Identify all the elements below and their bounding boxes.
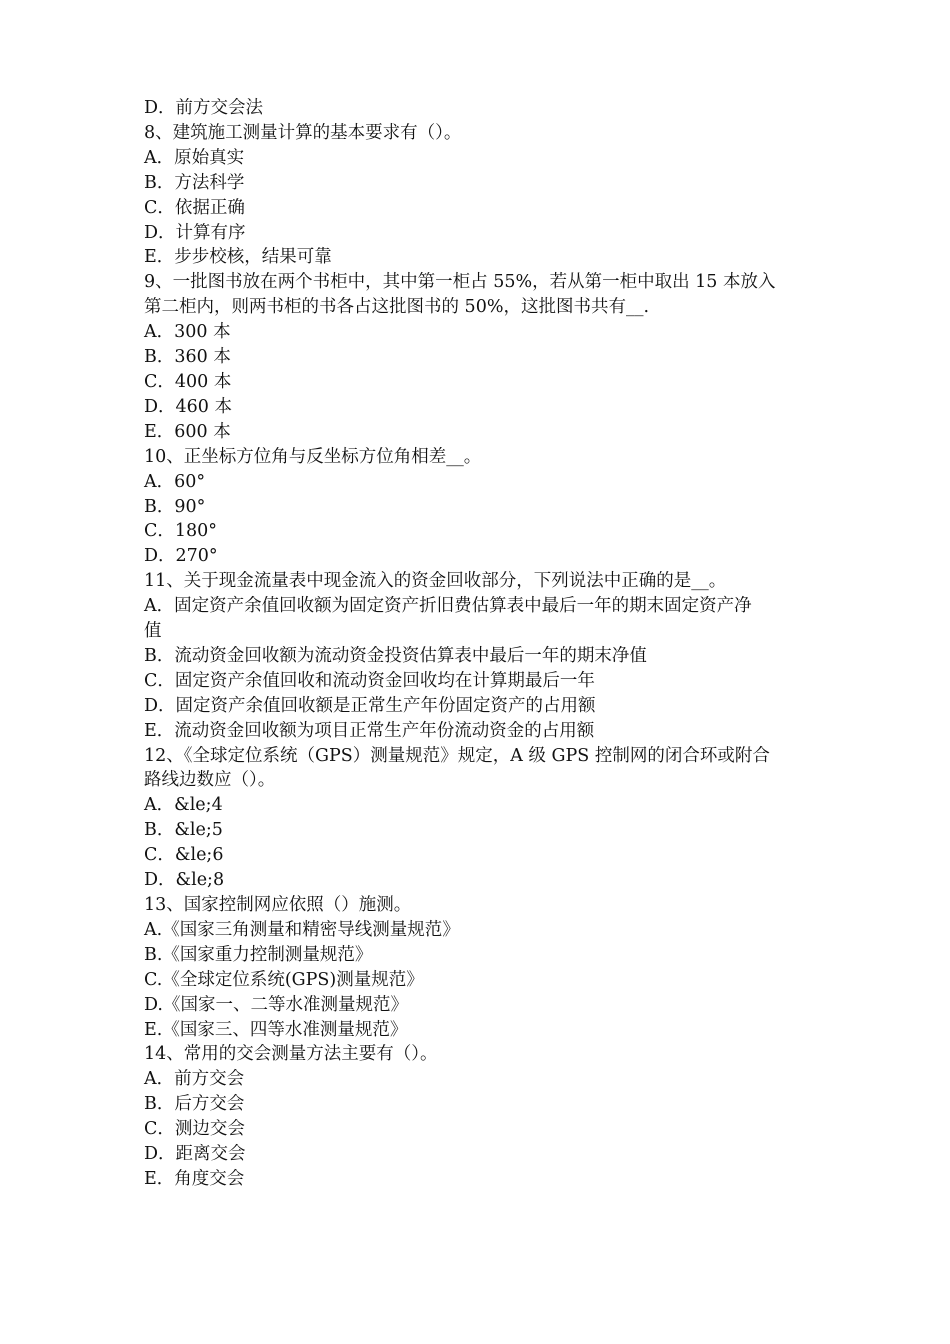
text-line: C．400 本 bbox=[144, 371, 232, 392]
text-line: C．固定资产余值回收和流动资金回收均在计算期最后一年 bbox=[144, 670, 595, 691]
document-body bbox=[144, 96, 808, 1192]
text-line: D．距离交会 bbox=[144, 1144, 246, 1165]
text-line: 9、一批图书放在两个书柜中，其中第一柜占 55%，若从第一柜中取出 15 本放入 bbox=[144, 272, 776, 293]
text-line: E．步步校核，结果可靠 bbox=[144, 247, 332, 268]
text-line: B．流动资金回收额为流动资金投资估算表中最后一年的期末净值 bbox=[144, 645, 647, 666]
text-line: D．前方交会法 bbox=[144, 98, 264, 118]
text-line: B．90° bbox=[144, 496, 206, 517]
text-line: D．固定资产余值回收额是正常生产年份固定资产的占用额 bbox=[144, 695, 596, 716]
text-line: C．测边交会 bbox=[144, 1119, 245, 1140]
text-line: 第二柜内，则两书柜的书各占这批图书的 50%，这批图书共有__. bbox=[144, 297, 650, 318]
text-line: C．&le;6 bbox=[144, 845, 224, 866]
text-line: D.《国家一、二等水准测量规范》 bbox=[144, 994, 408, 1015]
text-line: C.《全球定位系统(GPS)测量规范》 bbox=[144, 969, 424, 990]
text-line: 值 bbox=[144, 621, 162, 642]
text-line: 路线边数应（）。 bbox=[144, 770, 276, 791]
text-line: C．180° bbox=[144, 521, 218, 542]
text-line: 12、《全球定位系统（GPS）测量规范》规定，A 级 GPS 控制网的闭合环或附合 bbox=[144, 745, 770, 766]
text-line: A．固定资产余值回收额为固定资产折旧费估算表中最后一年的期末固定资产净 bbox=[144, 596, 752, 617]
text-line: B．方法科学 bbox=[144, 172, 245, 193]
text-line: E.《国家三、四等水准测量规范》 bbox=[144, 1019, 408, 1040]
text-line: B.《国家重力控制测量规范》 bbox=[144, 944, 373, 965]
text-line: 11、关于现金流量表中现金流入的资金回收部分，下列说法中正确的是__。 bbox=[144, 571, 727, 592]
text-line: B．&le;5 bbox=[144, 820, 223, 841]
text-line: 10、正坐标方位角与反坐标方位角相差__。 bbox=[144, 446, 482, 467]
text-line: C．依据正确 bbox=[144, 197, 245, 218]
text-line: B．后方交会 bbox=[144, 1094, 245, 1115]
text-line: A.《国家三角测量和精密导线测量规范》 bbox=[144, 919, 460, 940]
text-line: D．&le;8 bbox=[144, 870, 225, 891]
text-line: A．300 本 bbox=[144, 322, 231, 343]
text-line: D．270° bbox=[144, 546, 218, 567]
text-line: A．前方交会 bbox=[144, 1069, 245, 1090]
text-line: D．460 本 bbox=[144, 396, 232, 417]
text-line: 8、建筑施工测量计算的基本要求有（）。 bbox=[144, 122, 462, 143]
text-line: E．600 本 bbox=[144, 421, 231, 442]
text-line: B．360 本 bbox=[144, 347, 231, 368]
text-line: 14、常用的交会测量方法主要有（）。 bbox=[144, 1044, 438, 1065]
text-line: A．原始真实 bbox=[144, 147, 245, 168]
text-line: A．60° bbox=[144, 471, 206, 492]
text-line: D．计算有序 bbox=[144, 222, 246, 243]
text-line: E．流动资金回收额为项目正常生产年份流动资金的占用额 bbox=[144, 720, 595, 741]
text-line: 13、国家控制网应依照（）施测。 bbox=[144, 895, 412, 915]
text-line: A．&le;4 bbox=[144, 795, 223, 816]
text-line: E．角度交会 bbox=[144, 1168, 245, 1189]
